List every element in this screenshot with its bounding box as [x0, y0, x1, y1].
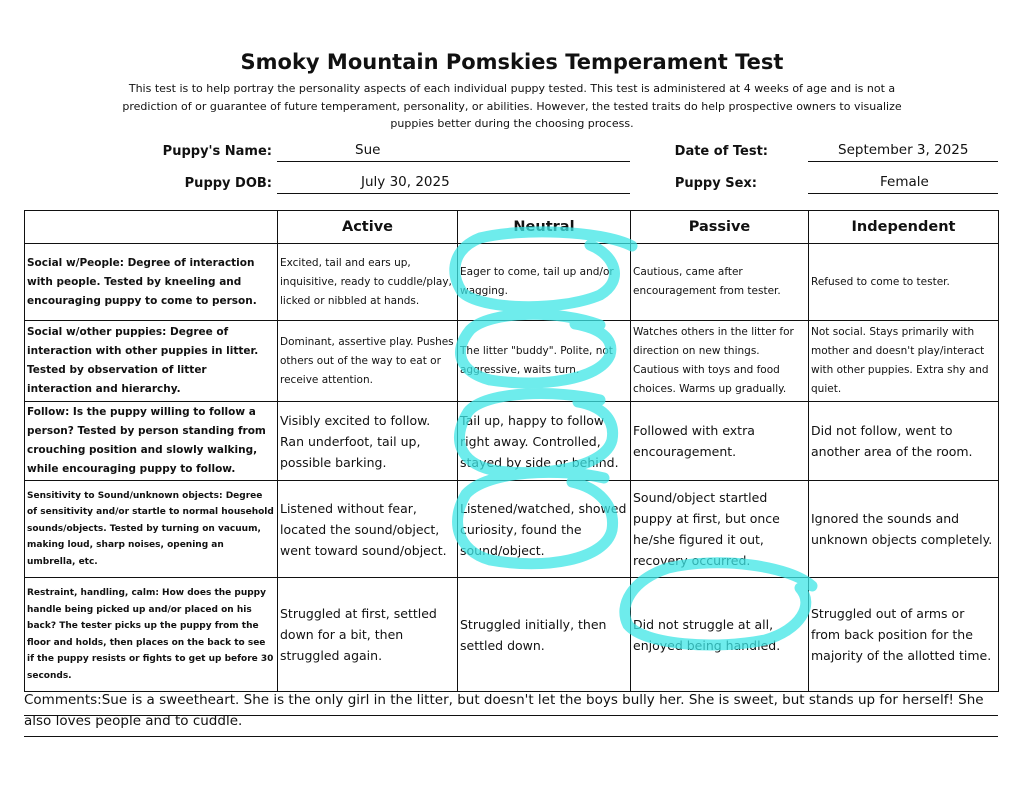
active-cell: Dominant, assertive play. Pushes others out of the way to eat or receive attention.	[278, 321, 458, 402]
independent-cell: Struggled out of arms or from back position for the majority of the allotted time.	[809, 578, 999, 692]
header-independent: Independent	[809, 211, 999, 244]
criteria-cell: Sensitivity to Sound/unknown objects: Degree of sensitivity and/or startle to normal household sounds/objects. Tested by turning on vacuum, making loud, sharp noises, opening an umbrella, etc.	[25, 481, 278, 578]
puppy-sex-field[interactable]	[808, 174, 998, 194]
independent-cell: Not social. Stays primarily with mother and doesn't play/interact with other puppies. Extra shy and quiet.	[809, 321, 999, 402]
puppy-dob-value: July 30, 2025	[361, 174, 450, 190]
comments-rule-1	[24, 715, 998, 716]
table-row	[25, 402, 999, 481]
active-cell: Excited, tail and ears up, inquisitive, ready to cuddle/play, licked or nibbled at hands.	[278, 244, 458, 321]
passive-cell: Watches others in the litter for direction on new things. Cautious with toys and food choices. Warms up gradually.	[631, 321, 809, 402]
active-cell: Listened without fear, located the sound/object, went toward sound/object.	[278, 481, 458, 578]
puppy-dob-label: Puppy DOB:	[184, 176, 272, 191]
header-criteria	[25, 211, 278, 244]
table-header-row	[25, 211, 999, 244]
header-active: Active	[278, 211, 458, 244]
header-passive: Passive	[631, 211, 809, 244]
table-row	[25, 578, 999, 692]
active-cell: Visibly excited to follow. Ran underfoot, tail up, possible barking.	[278, 402, 458, 481]
date-of-test-value: September 3, 2025	[838, 142, 969, 158]
table-row	[25, 321, 999, 402]
neutral-cell: Struggled initially, then settled down.	[458, 578, 631, 692]
passive-cell: Sound/object startled puppy at first, but once he/she figured it out, recovery occurred.	[631, 481, 809, 578]
passive-cell: Followed with extra encouragement.	[631, 402, 809, 481]
header-neutral: Neutral	[458, 211, 631, 244]
comments-text: Comments:Sue is a sweetheart. She is the only girl in the litter, but doesn't let the boys bully her. She is sweet, but stands up for herself! She also loves people and to cuddle.	[24, 692, 984, 729]
puppy-sex-value: Female	[880, 174, 929, 190]
active-cell: Struggled at first, settled down for a bit, then struggled again.	[278, 578, 458, 692]
puppy-sex-label: Puppy Sex:	[674, 176, 757, 191]
criteria-cell: Social w/other puppies: Degree of interaction with other puppies in litter. Tested by observation of litter interaction and hierarchy.	[25, 321, 278, 402]
independent-cell: Did not follow, went to another area of the room.	[809, 402, 999, 481]
criteria-cell: Social w/People: Degree of interaction with people. Tested by kneeling and encouraging puppy to come to person.	[25, 244, 278, 321]
neutral-cell: Listened/watched, showed curiosity, found the sound/object.	[458, 481, 631, 578]
table-row	[25, 481, 999, 578]
date-of-test-field[interactable]	[808, 142, 998, 162]
puppy-name-field[interactable]	[277, 142, 630, 162]
passive-cell: Did not struggle at all, enjoyed being handled.	[631, 578, 809, 692]
passive-cell: Cautious, came after encouragement from tester.	[631, 244, 809, 321]
independent-cell: Ignored the sounds and unknown objects completely.	[809, 481, 999, 578]
criteria-cell: Follow: Is the puppy willing to follow a person? Tested by person standing from crouching position and slowly walking, while encouraging puppy to follow.	[25, 402, 278, 481]
puppy-name-value: Sue	[355, 142, 381, 158]
independent-cell: Refused to come to tester.	[809, 244, 999, 321]
page-title: Smoky Mountain Pomskies Temperament Test	[240, 50, 784, 74]
neutral-cell: The litter "buddy". Polite, not aggressive, waits turn.	[458, 321, 631, 402]
neutral-cell: Tail up, happy to follow right away. Controlled, stayed by side or behind.	[458, 402, 631, 481]
date-of-test-label: Date of Test:	[674, 144, 768, 159]
table-row	[25, 244, 999, 321]
puppy-dob-field[interactable]	[277, 174, 630, 194]
puppy-name-label: Puppy's Name:	[162, 144, 272, 159]
criteria-cell: Restraint, handling, calm: How does the puppy handle being picked up and/or placed on his back? The tester picks up the puppy from the floor and holds, then places on the back to see if the puppy resists or fights to get up before 30 seconds.	[25, 578, 278, 692]
neutral-cell: Eager to come, tail up and/or wagging.	[458, 244, 631, 321]
intro-paragraph: This test is to help portray the personality aspects of each individual puppy tested. This test is administered at 4 weeks of age and is not a prediction of or guarantee of future temperament, personality, or abilities. However, the tested traits do help prospective owners to visualize puppies better during the choosing process.	[122, 82, 902, 130]
temperament-table	[24, 210, 999, 692]
comments-rule-2	[24, 736, 998, 737]
